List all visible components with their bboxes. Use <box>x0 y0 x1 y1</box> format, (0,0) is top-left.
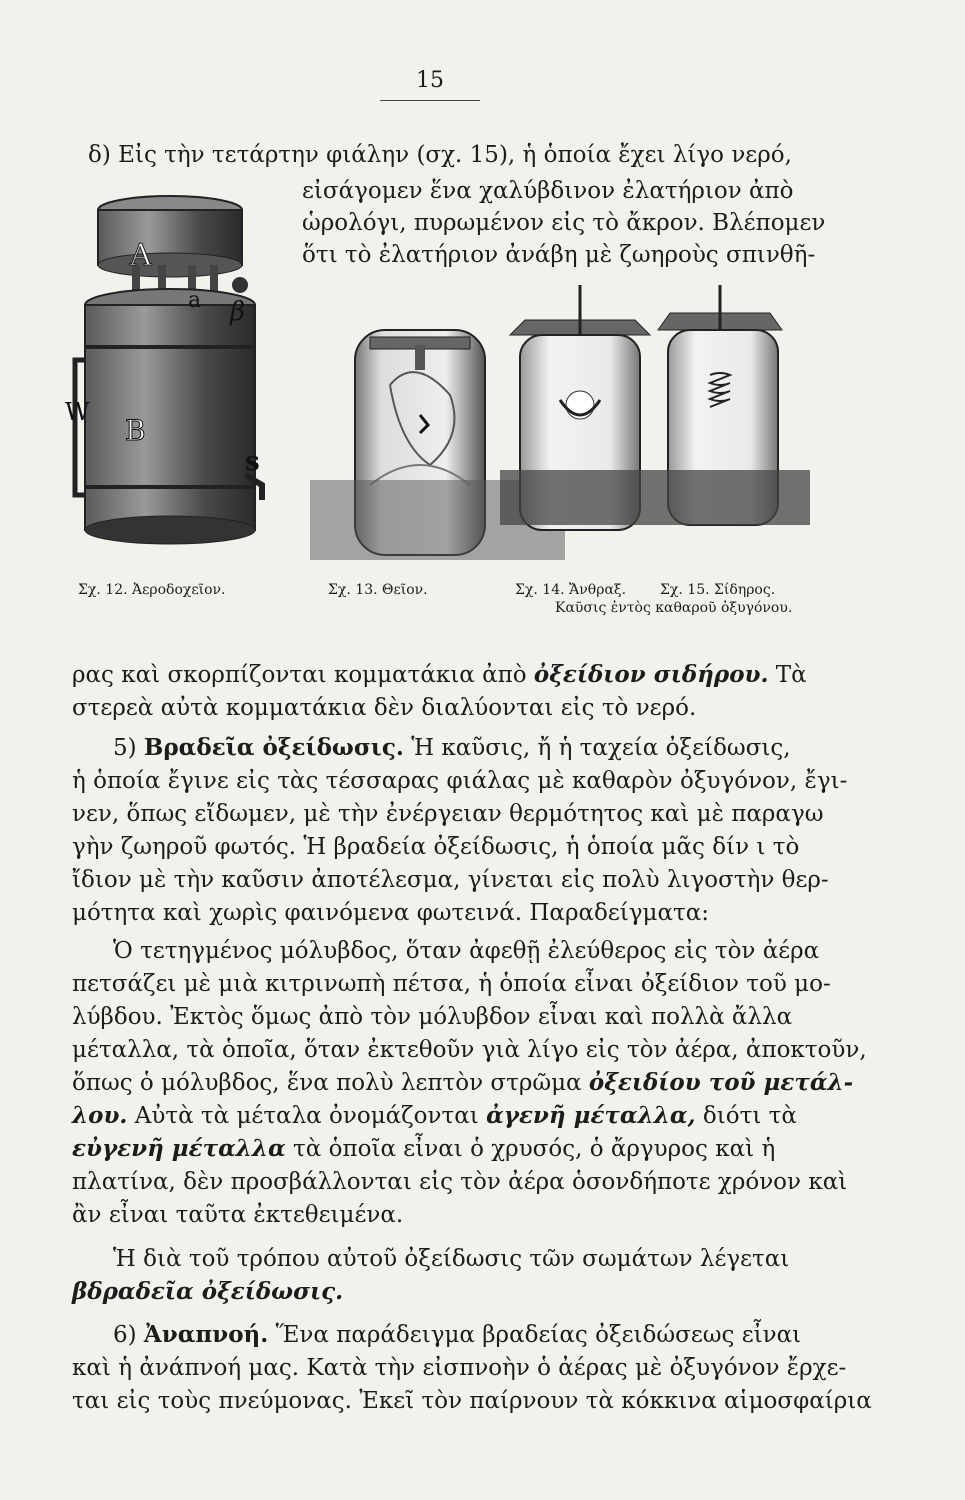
text-line <box>72 1068 853 1098</box>
section-heading-slow-oxidation: Βραδεῖα ὀξείδωσις. <box>143 734 404 761</box>
caption-fig15: Σχ. 15. Σίδηρος. <box>660 582 776 598</box>
gasometer-drawing <box>65 196 262 544</box>
text-span: διότι τὰ <box>695 1103 797 1129</box>
text-span: Αὐτὰ τὰ μέταλα ὀνομάζονται <box>127 1103 487 1129</box>
page-number: 15 <box>416 68 444 93</box>
text-line: ὅτι τὸ ἐλατήριον ἀνάβη μὲ ζωηροὺς σπινθῆ- <box>302 242 816 268</box>
section-number: 5) <box>113 735 144 761</box>
label-a-small: a <box>188 288 202 313</box>
text-line: πετσάζει μὲ μιὰ κιτρινωπὴ πέτσα, ἡ ὁποία εἶναι ὀξείδιον τοῦ μο- <box>72 971 831 997</box>
text-line: μέταλλα, τὰ ὁποῖα, ὅταν ἐκτεθοῦν γιὰ λίγο εἰς τὸν ἀέρα, ἀποκτοῦν, <box>72 1037 867 1063</box>
text-span: Ἕνα παράδειγμα βραδείας ὀξειδώσεως εἶναι <box>268 1322 802 1348</box>
label-w: W <box>65 398 90 426</box>
text-line: ὡρολόγι, πυρωμένον εἰς τὸ ἄκρον. Βλέπομεν <box>302 210 826 236</box>
figure-engravings <box>65 185 830 580</box>
emphasis-slow-oxidation-term: βδραδεῖα ὀξείδωσις. <box>72 1278 344 1305</box>
text-span: τὰ ὁποῖα εἶναι ὁ χρυσός, ὁ ἄργυρος καὶ ἡ <box>285 1136 776 1162</box>
text-line <box>72 1101 797 1131</box>
text-line: ται εἰς τοὺς πνεύμονας. Ἐκεῖ τὸν παίρνουν τὰ κόκκινα αἱμοσφαίρια <box>72 1388 872 1414</box>
text-line: Ὁ τετηγμένος μόλυβδος, ὅταν ἀφεθῇ ἐλεύθερος εἰς τὸν ἀέρα <box>113 938 820 964</box>
text-line <box>72 1134 775 1164</box>
text-span: Τὰ <box>768 662 807 688</box>
text-line: γὴν ζωηροῦ φωτός. Ἡ βραδεία ὀξείδωσις, ἡ ὁποία μᾶς δίν ι τὸ <box>72 834 800 860</box>
text-span: ὅπως ὁ μόλυβδος, ἕνα πολὺ λεπτὸν στρῶμα <box>72 1070 589 1096</box>
text-line: ἡ ὁποία ἔγινε εἰς τὰς τέσσαρας φιάλας μὲ καθαρὸν ὀξυγόνον, ἔγι- <box>72 768 848 794</box>
caption-fig12: Σχ. 12. Ἀεροδοχεῖον. <box>78 582 226 598</box>
emphasis-metal-oxide: ὀξειδίου τοῦ μετάλ- <box>588 1069 854 1096</box>
text-line: πλατίνα, δὲν προσβάλλονται εἰς τὸν ἀέρα ὁσονδήποτε χρόνον καὶ <box>72 1169 848 1195</box>
text-line: λύβδου. Ἐκτὸς ὅμως ἀπὸ τὸν μόλυβδον εἶναι καὶ πολλὰ ἄλλα <box>72 1004 793 1030</box>
section-number: 6) <box>113 1322 144 1348</box>
text-line: εἰσάγομεν ἕνα χαλύβδινον ἐλατήριον ἀπὸ <box>302 178 794 204</box>
text-line: μότητα καὶ χωρὶς φαινόμενα φωτεινά. Παραδείγματα: <box>72 900 710 926</box>
emphasis-iron-oxide: ὀξείδιον σιδήρου. <box>533 661 769 688</box>
emphasis-base-metals: ἀγενῆ μέταλλα, <box>486 1102 696 1129</box>
text-line: καὶ ἡ ἀνάπνοή μας. Κατὰ τὴν εἰσπνοὴν ὁ ἀέρας μὲ ὀξυγόνον ἔρχε- <box>72 1355 847 1381</box>
caption-common: Καῦσις ἐντὸς καθαροῦ ὀξυγόνου. <box>555 600 793 616</box>
text-line: ἴδιον μὲ τὴν καῦσιν ἀποτέλεσμα, γίνεται εἰς πολὺ λιγοστὴν θερ- <box>72 867 829 893</box>
text-line: δ) Εἰς τὴν τετάρτην φιάλην (σχ. 15), ἡ ὁποία ἔχει λίγο νερό, <box>88 142 792 168</box>
text-line: Ἡ διὰ τοῦ τρόπου αὐτοῦ ὀξείδωσις τῶν σωμάτων λέγεται <box>113 1246 790 1272</box>
text-line: νεν, ὅπως εἴδωμεν, μὲ τὴν ἐνέργειαν θερμότητος καὶ μὲ παραγω <box>72 801 824 827</box>
label-b-big: B <box>125 414 146 447</box>
label-a-big: A <box>130 238 152 273</box>
figure-illustrations <box>65 185 830 580</box>
label-beta: β <box>230 297 246 327</box>
label-s: s <box>245 447 260 477</box>
text-line: ἂν εἶναι ταῦτα ἐκτεθειμένα. <box>72 1202 404 1228</box>
text-line <box>113 1320 801 1350</box>
text-line <box>72 660 807 690</box>
page-number-rule <box>380 100 480 101</box>
section-heading-respiration: Ἀναπνοή. <box>143 1321 269 1348</box>
text-span: Ἡ καῦσις, ἤ ἡ ταχεία ὀξείδωσις, <box>403 735 791 761</box>
caption-fig13: Σχ. 13. Θεῖον. <box>328 582 428 598</box>
caption-fig14: Σχ. 14. Ἄνθραξ. <box>515 582 627 598</box>
text-line <box>113 733 791 763</box>
emphasis-metal-oxide-end: λου. <box>72 1102 128 1129</box>
text-span: ρας καὶ σκορπίζονται κομματάκια ἀπὸ <box>72 662 534 688</box>
text-line: στερεὰ αὐτὰ κομματάκια δὲν διαλύονται εἰς τὸ νερό. <box>72 695 697 721</box>
emphasis-noble-metals: εὐγενῆ μέταλλα <box>72 1135 286 1162</box>
